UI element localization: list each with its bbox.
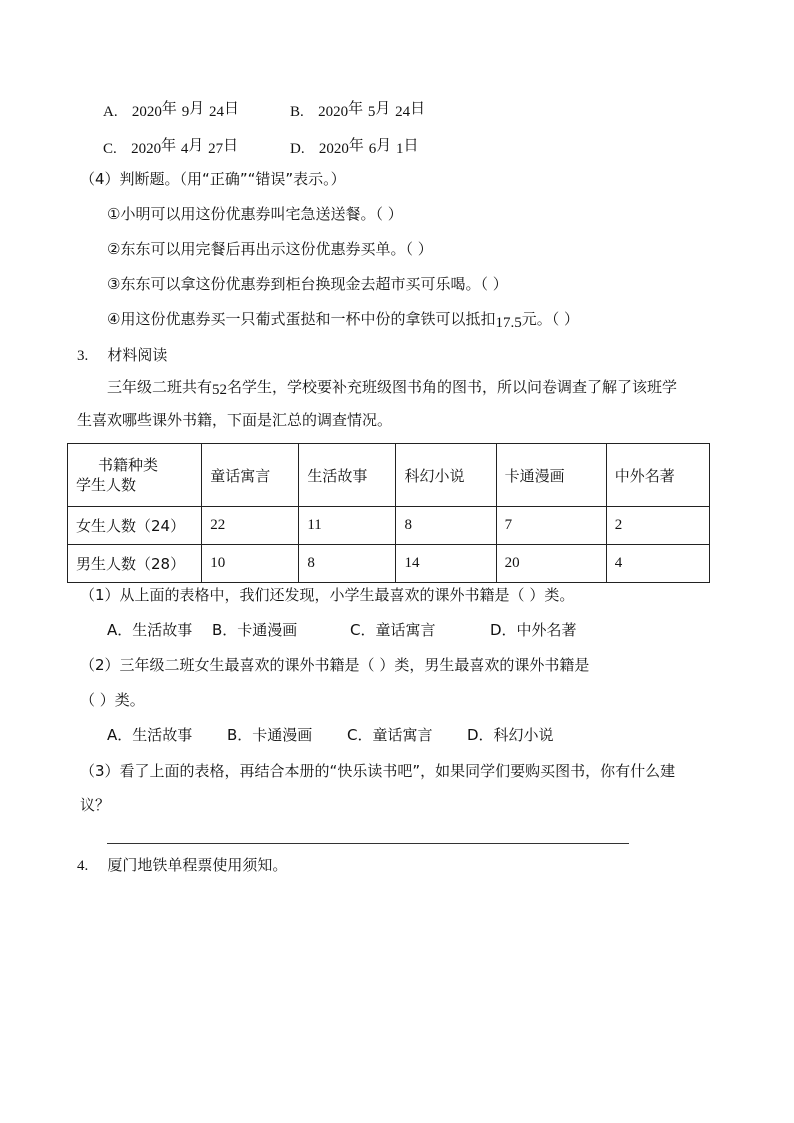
option-d (290, 137, 419, 160)
item-mark: ② (107, 240, 121, 258)
table-cell: 10 (202, 545, 299, 583)
item-text: 东东可以用完餐后再出示这份优惠券买单。（ ） (120, 240, 433, 258)
table-cell: 2 (606, 507, 709, 545)
option-month: 6 (368, 141, 377, 157)
sub2-option-c: C．童话寓言 (347, 726, 433, 744)
item-amount: 17.5 (495, 315, 522, 331)
table-header-row (68, 444, 710, 507)
option-c (103, 137, 238, 160)
judge-heading: （4）判断题。（用“正确”“错误”表示。） (80, 170, 346, 188)
table-cell: 14 (396, 545, 496, 583)
header-top: 书籍种类 (98, 456, 159, 474)
year-char: 年 (161, 99, 177, 117)
sub2-question: （2）三年级二班女生最喜欢的课外书籍是（ ）类，男生最喜欢的课外书籍是 (80, 656, 590, 674)
judge-item-1 (107, 203, 403, 225)
option-year: 2020 (131, 141, 162, 157)
day-char: 日 (224, 99, 240, 117)
student-count: 52 (212, 382, 228, 398)
sub1-option-c: C．童话寓言 (350, 621, 436, 639)
judge-item-2 (107, 238, 433, 260)
option-month: 9 (181, 104, 190, 120)
sub2-option-d: D．科幻小说 (467, 726, 554, 744)
judge-item-4 (107, 308, 579, 331)
column-header: 卡通漫画 (496, 444, 606, 507)
question-title: 厦门地铁单程票使用须知。 (107, 856, 288, 874)
q3-intro (107, 376, 677, 399)
column-header: 科幻小说 (396, 444, 496, 507)
q4-heading (77, 854, 287, 877)
option-letter: A. (103, 104, 118, 120)
column-header: 生活故事 (299, 444, 396, 507)
question-title: 材料阅读 (107, 346, 168, 364)
q3-heading (77, 344, 167, 367)
sub3-question-line2: 议？ (80, 796, 111, 814)
table-cell: 11 (299, 507, 396, 545)
table-cell: 22 (202, 507, 299, 545)
option-day: 24 (395, 104, 411, 120)
option-letter: B. (290, 104, 304, 120)
month-char: 月 (188, 136, 204, 154)
table-row (68, 507, 710, 545)
option-b (290, 100, 425, 123)
sub2-option-a: A．生活故事 (107, 726, 193, 744)
intro-pre: 三年级二班共有 (107, 378, 213, 396)
question-number: 4. (77, 858, 89, 874)
table-cell: 7 (496, 507, 606, 545)
option-letter: D. (290, 141, 305, 157)
month-char: 月 (376, 136, 392, 154)
table-cell: 8 (396, 507, 496, 545)
header-bottom: 学生人数 (76, 476, 137, 494)
intro-post: 名学生，学校要补充班级图书角的图书，所以问卷调查了解了该班学 (227, 378, 678, 396)
column-header: 中外名著 (606, 444, 709, 507)
row-label: 女生人数（24） (68, 507, 202, 545)
option-month: 5 (367, 104, 376, 120)
answer-line[interactable] (107, 843, 629, 844)
sub2-question-line2: （ ）类。 (80, 691, 145, 709)
item-text: 东东可以拿这份优惠券到柜台换现金去超市买可乐喝。（ ） (120, 275, 508, 293)
table-corner-header (68, 444, 202, 507)
item-mark: ④ (107, 310, 121, 328)
item-text-post: 元。（ ） (521, 310, 579, 328)
option-year: 2020 (318, 141, 349, 157)
day-char: 日 (410, 99, 426, 117)
option-a (103, 100, 239, 123)
table-cell: 20 (496, 545, 606, 583)
item-text: 用这份优惠券买一只葡式蛋挞和一杯中份的拿铁可以抵扣 (120, 310, 496, 328)
option-day: 27 (208, 141, 224, 157)
sub1-option-b: B．卡通漫画 (212, 621, 298, 639)
column-header: 童话寓言 (202, 444, 299, 507)
sub1-option-d: D．中外名著 (490, 621, 577, 639)
sub2-option-b: B．卡通漫画 (227, 726, 313, 744)
option-year: 2020 (318, 104, 349, 120)
item-mark: ③ (107, 275, 121, 293)
day-char: 日 (403, 136, 419, 154)
sub1-question: （1）从上面的表格中，我们还发现，小学生最喜欢的课外书籍是（ ）类。 (80, 586, 575, 604)
sub1-option-a: A．生活故事 (107, 621, 193, 639)
sub3-question: （3）看了上面的表格，再结合本册的“快乐读书吧”，如果同学们要购买图书，你有什么建 (80, 762, 676, 780)
survey-table (67, 443, 710, 583)
table-row (68, 545, 710, 583)
item-text: 小明可以用这份优惠券叫宅急送送餐。（ ） (120, 205, 403, 223)
option-letter: C. (103, 141, 117, 157)
option-month: 4 (180, 141, 189, 157)
option-year: 2020 (131, 104, 162, 120)
option-day: 1 (396, 141, 404, 157)
year-char: 年 (161, 136, 177, 154)
table-cell: 8 (299, 545, 396, 583)
question-number: 3. (77, 348, 89, 364)
month-char: 月 (189, 99, 205, 117)
year-char: 年 (348, 136, 364, 154)
option-day: 24 (209, 104, 224, 120)
q3-intro-line2: 生喜欢哪些课外书籍，下面是汇总的调查情况。 (77, 411, 393, 429)
item-mark: ① (107, 205, 121, 223)
day-char: 日 (223, 136, 239, 154)
year-char: 年 (348, 99, 364, 117)
month-char: 月 (375, 99, 391, 117)
judge-item-3 (107, 273, 508, 295)
row-label: 男生人数（28） (68, 545, 202, 583)
table-cell: 4 (606, 545, 709, 583)
